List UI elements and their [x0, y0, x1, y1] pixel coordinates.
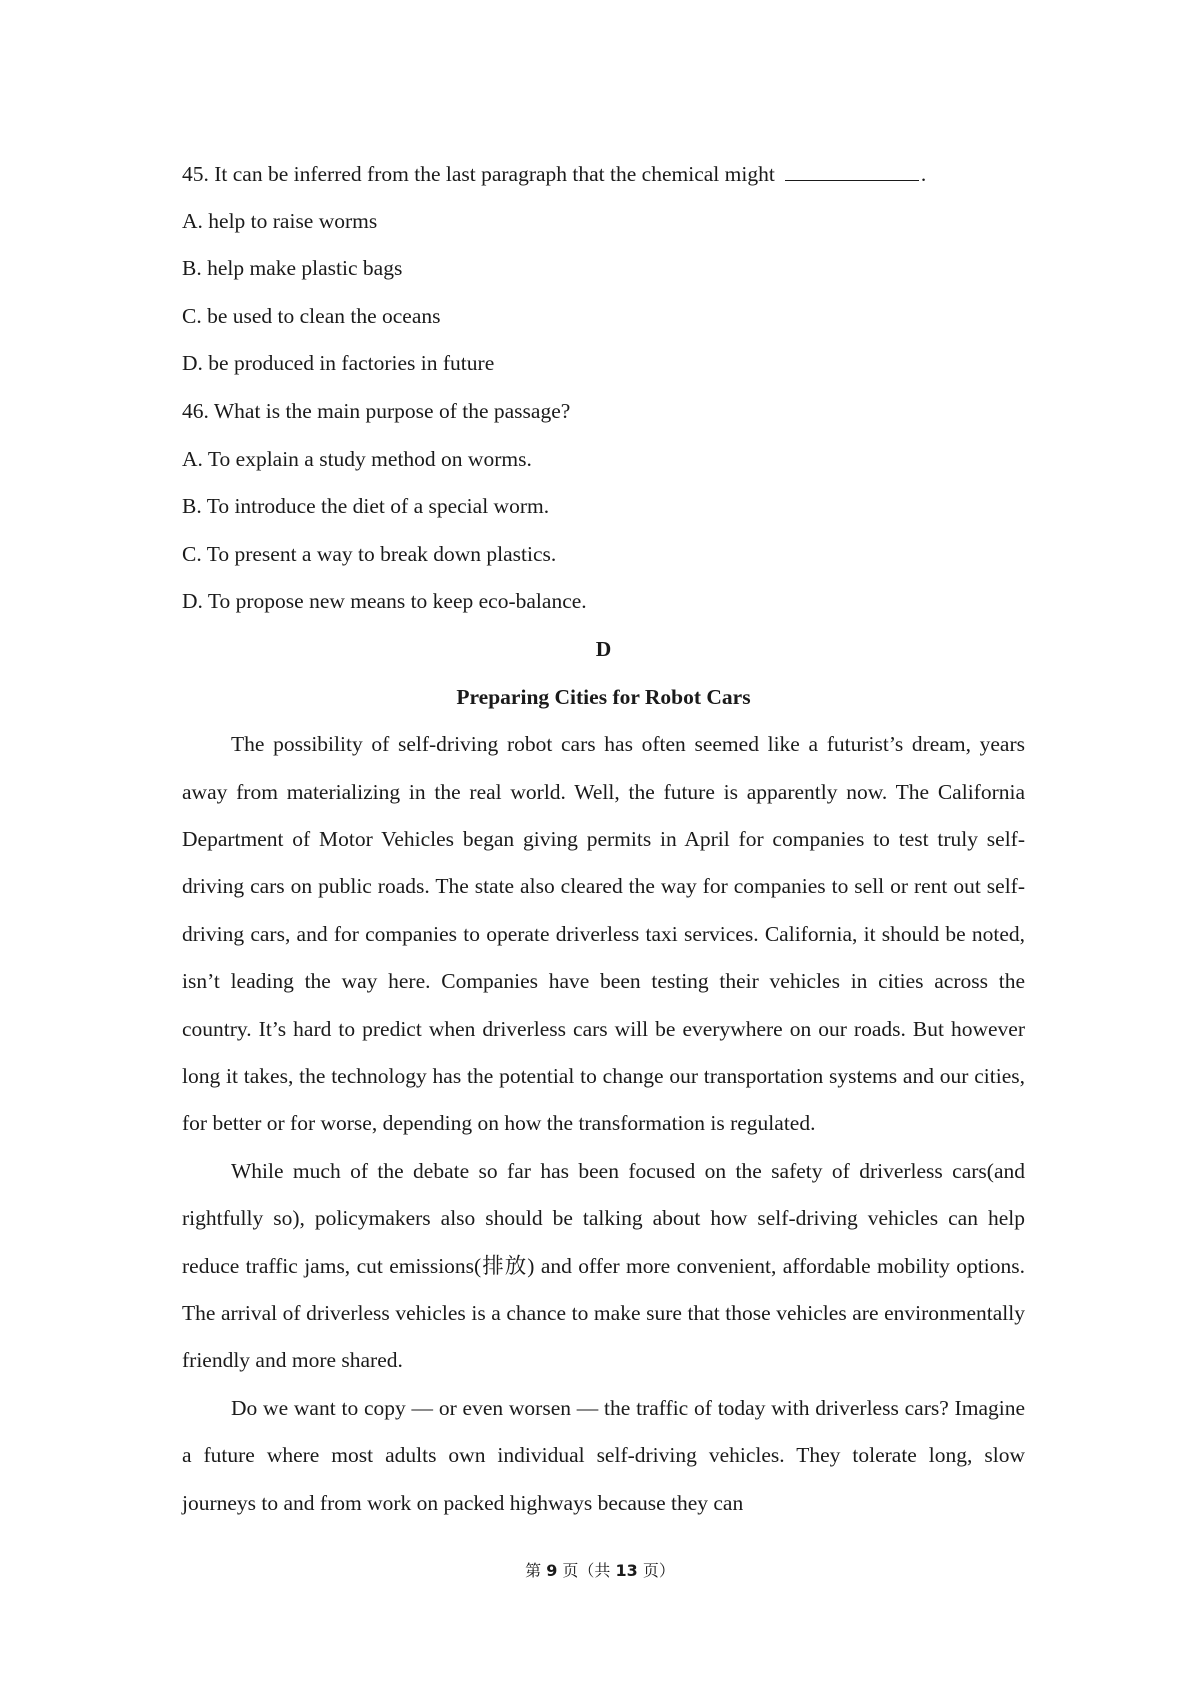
- option-46-a: A. To explain a study method on worms.: [182, 446, 532, 471]
- passage-paragraph-1: The possibility of self-driving robot cars has often seemed like a futurist’s dream, years away from materializing in the real world. Well, the future is apparently now. The California Department of Motor Vehicles began giving permits in April for companies to test truly self-driving cars on public roads. The state also cleared the way for companies to sell or rent out self-driving cars, and for companies to operate driverless taxi services. California, it should be noted, isn’t leading the way here. Companies have been testing their vehicles in cities across the country. It’s hard to predict when driverless cars will be everywhere on our roads. But however long it takes, the technology has the potential to change our transportation systems and our cities, for better or for worse, depending on how the transformation is regulated.: [182, 732, 1025, 1136]
- question-45-text: 45. It can be inferred from the last paragraph that the chemical might: [182, 162, 775, 186]
- option-46-b: B. To introduce the diet of a special worm.: [182, 494, 550, 519]
- footer-total-pages: 13: [615, 1561, 638, 1580]
- footer-suffix: 页）: [637, 1561, 675, 1580]
- page-footer: [0, 1558, 1200, 1581]
- option-46-d: D. To propose new means to keep eco-balance.: [182, 589, 587, 614]
- option-45-b: B. help make plastic bags: [182, 256, 403, 281]
- passage-title: Preparing Cities for Robot Cars: [456, 684, 751, 709]
- question-46-stem: 46. What is the main purpose of the passage?: [182, 398, 571, 423]
- question-45-stem: [182, 150, 1025, 198]
- footer-middle: 页（共: [557, 1561, 616, 1580]
- question-45-end: .: [920, 162, 927, 186]
- footer-page-number: 9: [546, 1561, 558, 1580]
- option-45-a: A. help to raise worms: [182, 208, 378, 233]
- passage-paragraph-2: While much of the debate so far has been focused on the safety of driverless cars(and rightfully so), policymakers also should be talking about how self-driving vehicles can help reduce traffic jams, cut emissions(排放) and offer more convenient, affordable mobility options. The arrival of driverless vehicles is a chance to make sure that those vehicles are environmentally friendly and more shared.: [182, 1158, 1025, 1373]
- section-letter: D: [595, 636, 612, 661]
- page-content: [182, 150, 1025, 1527]
- option-45-d: D. be produced in factories in future: [182, 351, 495, 376]
- answer-blank: [785, 150, 919, 181]
- footer-prefix: 第: [525, 1561, 547, 1580]
- option-45-c: C. be used to clean the oceans: [182, 303, 441, 328]
- passage-paragraph-3: Do we want to copy — or even worsen — the traffic of today with driverless cars? Imagine a future where most adults own individual self-driving vehicles. They tolerate long, slow journeys to and from work on packed highways because they can: [182, 1395, 1025, 1515]
- option-46-c: C. To present a way to break down plastics.: [182, 541, 557, 566]
